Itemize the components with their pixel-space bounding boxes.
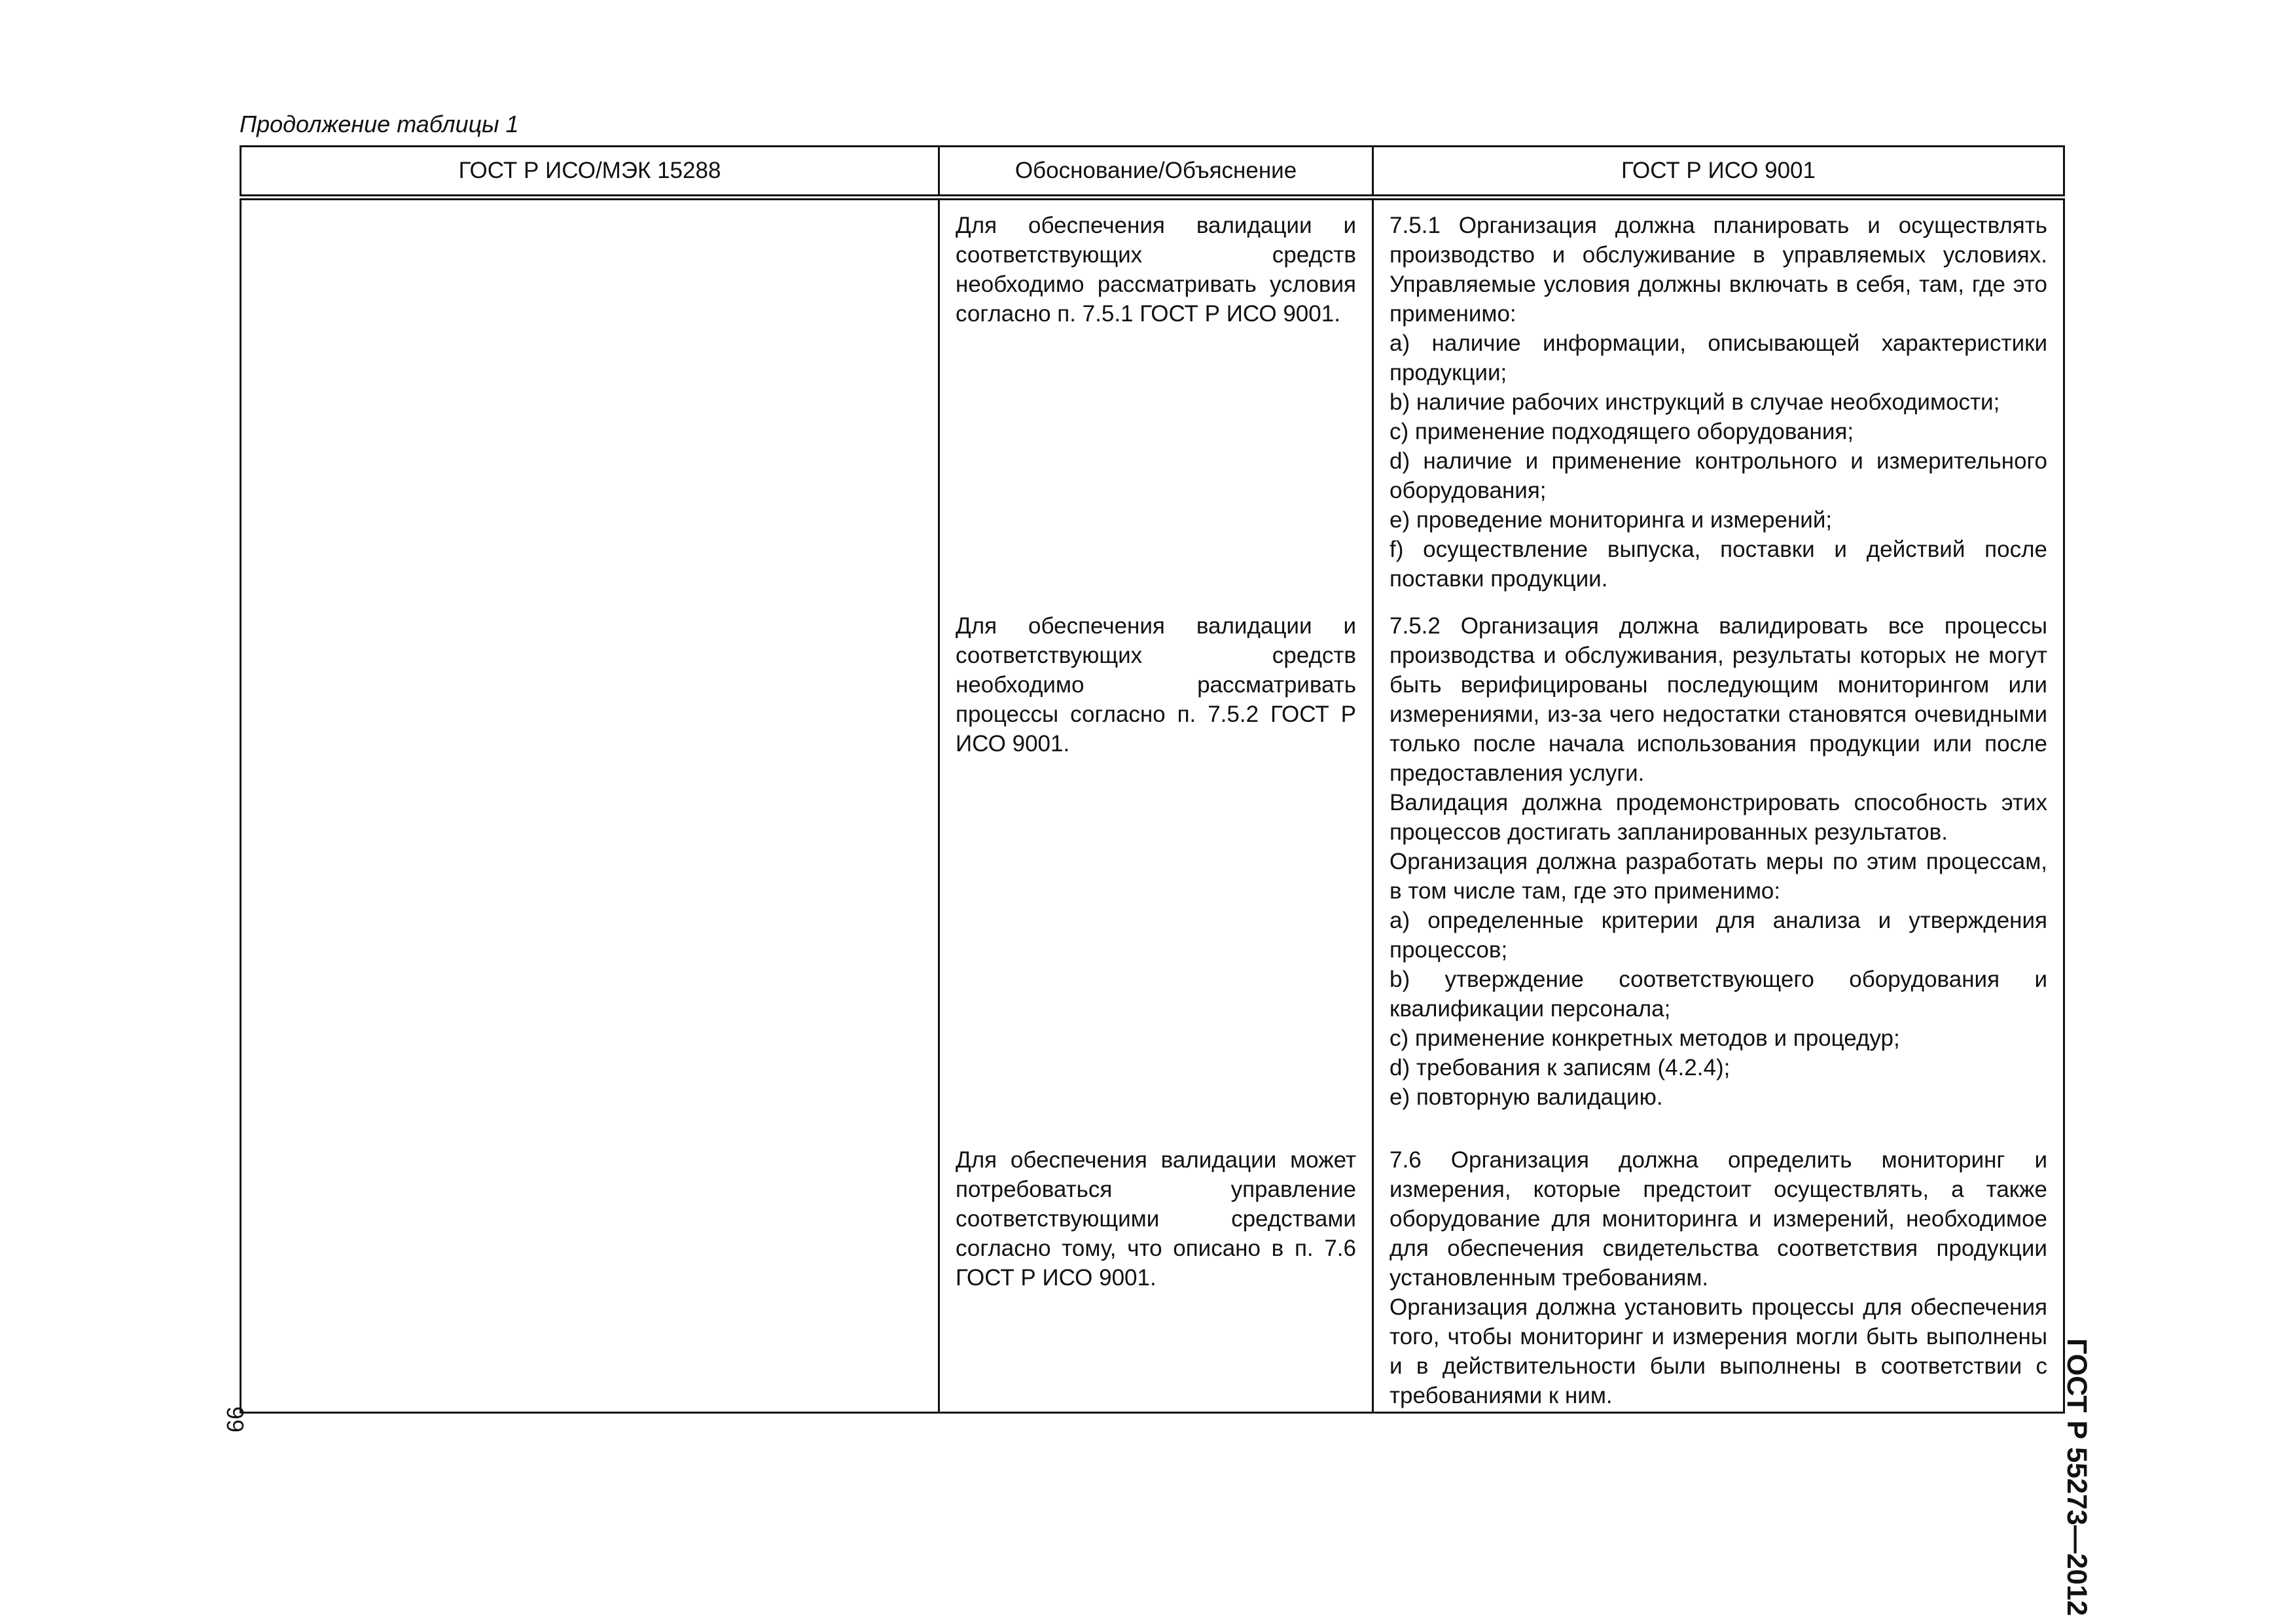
comparison-table — [240, 145, 2065, 1414]
rationale-text: Для обеспечения валидации может потребоваться управление соответствующими средствами согласно тому, что описано в п. 7.6 ГОСТ Р ИСО 9001. — [956, 1147, 1356, 1291]
list-item: f) осуществление выпуска, поставки и действий после поставки продукции. — [1390, 537, 2047, 592]
requirement-paragraph: Валидация должна продемонстрировать способность этих процессов достигать запланированных результатов. — [1390, 790, 2047, 845]
requirement-paragraph: Организация должна разработать меры по этим процессам, в том числе там, где это применимо: — [1390, 849, 2047, 904]
list-item: e) повторную валидацию. — [1390, 1084, 1663, 1110]
rationale-block-7-5-1 — [940, 200, 1372, 601]
requirement-paragraph: 7.5.1 Организация должна планировать и осуществлять производство и обслуживание в управляемых условиях. Управляемые условия должны включать в себя, там, где это применимо: — [1390, 213, 2047, 327]
table-header-row — [241, 147, 2064, 198]
header-rationale: Обоснование/Объяснение — [939, 147, 1373, 198]
list-item: b) утверждение соответствующего оборудования и квалификации персонала; — [1390, 967, 2047, 1022]
rationale-text: Для обеспечения валидации и соответствующих средств необходимо рассматривать процессы согласно п. 7.5.2 ГОСТ Р ИСО 9001. — [956, 613, 1356, 757]
table-body-row — [241, 198, 2064, 1413]
requirement-paragraph: Организация должна установить процессы для обеспечения того, чтобы мониторинг и измерения могли быть выполнены и в действительности были выполнены в соответствии с требованиями к ним. — [1390, 1294, 2047, 1408]
list-item: e) проведение мониторинга и измерений; — [1390, 507, 1833, 533]
rationale-block-7-5-2 — [940, 601, 1372, 1135]
requirement-block-7-6 — [1374, 1135, 2063, 1410]
header-gost-iso-9001: ГОСТ Р ИСО 9001 — [1373, 147, 2064, 198]
list-item: a) определенные критерии для анализа и утверждения процессов; — [1390, 908, 2047, 963]
table-continuation-caption: Продолжение таблицы 1 — [240, 111, 519, 137]
list-item: a) наличие информации, описывающей характеристики продукции; — [1390, 330, 2047, 385]
column-rationale-cell — [939, 198, 1373, 1413]
list-item: b) наличие рабочих инструкций в случае необходимости; — [1390, 389, 2000, 415]
header-gost-iso-iec-15288: ГОСТ Р ИСО/МЭК 15288 — [241, 147, 939, 198]
requirement-paragraph: 7.5.2 Организация должна валидировать все процессы производства и обслуживания, результаты которых не могут быть верифицированы последующим мониторингом или измерениями, из-за чего недостатки становятся очевидными только после начала использования продукции или после предоставления услуги. — [1390, 613, 2047, 786]
column-gost-15288-cell — [241, 198, 939, 1413]
page-number: 66 — [222, 1406, 249, 1433]
list-item: c) применение конкретных методов и процедур; — [1390, 1026, 1900, 1051]
document-designation: ГОСТ Р 55273—2012 — [2061, 1338, 2092, 1616]
list-item: d) наличие и применение контрольного и измерительного оборудования; — [1390, 448, 2047, 503]
column-gost-9001-cell — [1373, 198, 2064, 1413]
requirement-block-7-5-2 — [1374, 601, 2063, 1135]
rationale-block-7-6 — [940, 1135, 1372, 1293]
requirement-paragraph: 7.6 Организация должна определить мониторинг и измерения, которые предстоит осуществлять, а также оборудование для мониторинга и измерений, необходимое для обеспечения свидетельства соответствия продукции установленным требованиям. — [1390, 1147, 2047, 1291]
list-item: c) применение подходящего оборудования; — [1390, 419, 1854, 444]
requirement-block-7-5-1 — [1374, 200, 2063, 601]
list-item: d) требования к записям (4.2.4); — [1390, 1055, 1731, 1080]
rationale-text: Для обеспечения валидации и соответствующих средств необходимо рассматривать условия согласно п. 7.5.1 ГОСТ Р ИСО 9001. — [956, 213, 1356, 327]
